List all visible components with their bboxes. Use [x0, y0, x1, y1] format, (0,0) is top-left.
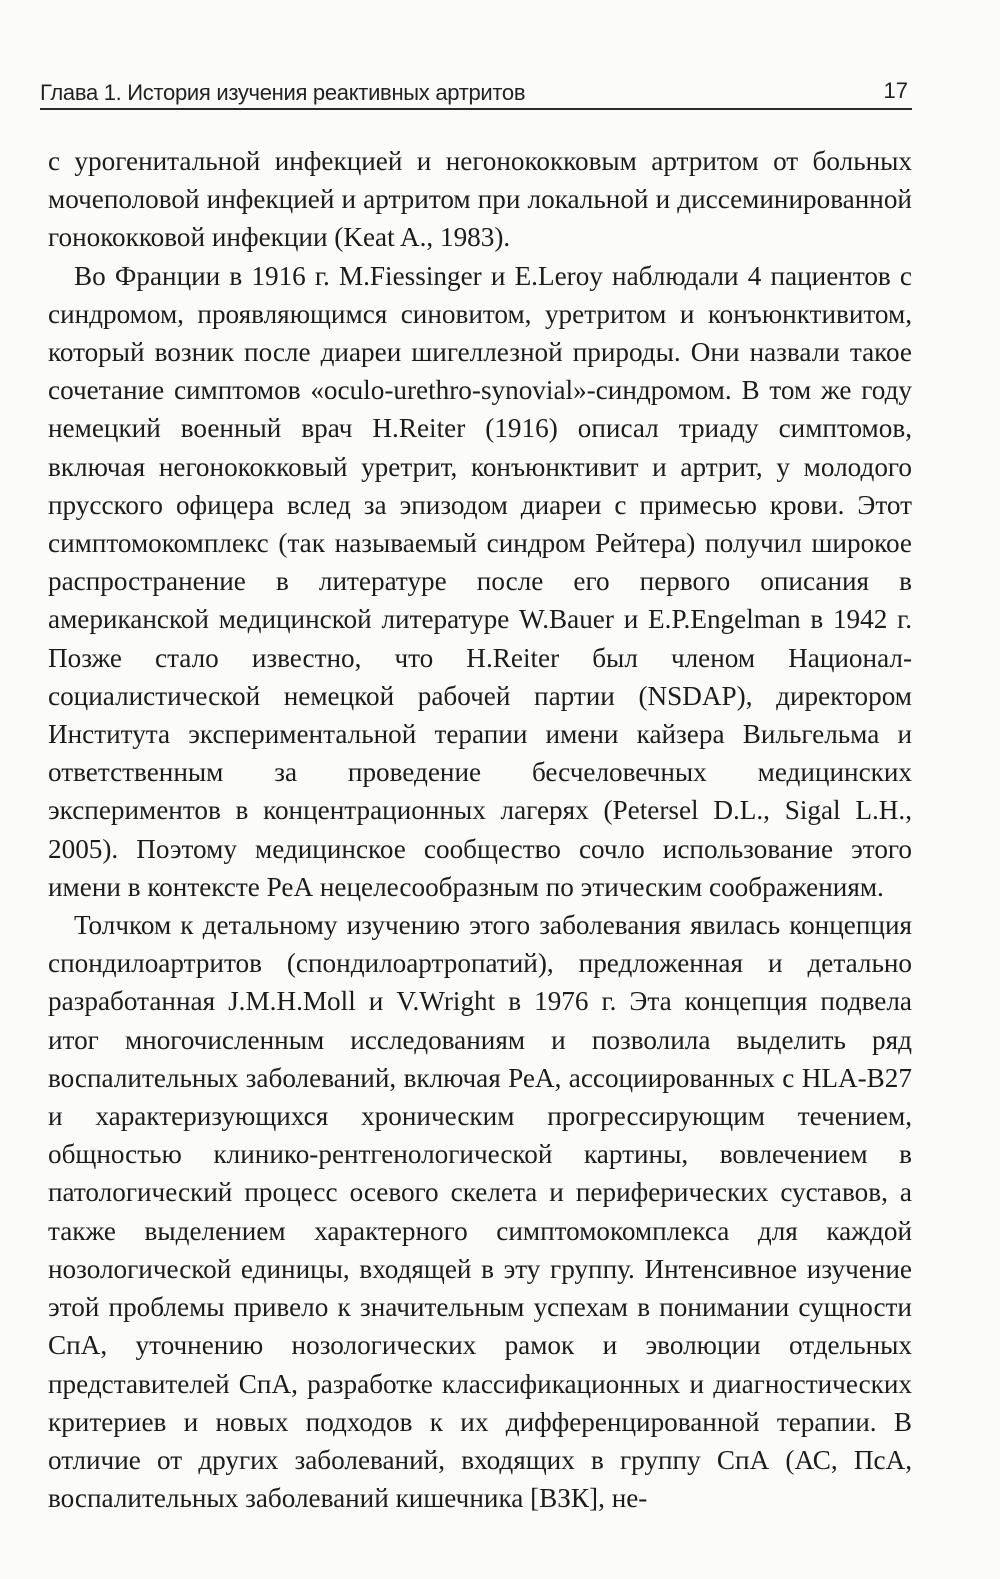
paragraph: Во Франции в 1916 г. M.Fiessinger и E.Leroy наблюдали 4 пациентов с синдромом, проявляющимся синовитом, уретритом и конъюнктивитом, который возник после диареи шигеллезной природы. Они назвали такое сочетание симптомов «oculo-urethro-synovial»-синдромом. В том же году немецкий военный врач H.Reiter (1916) описал триаду симптомов, включая негонококковый уретрит, конъюнктивит и артрит, у молодого прусского офицера вслед за эпизодом диареи с примесью крови. Этот симптомокомплекс (так называемый синдром Рейтера) получил широкое распространение в литературе после его первого описания в американской медицинской литературе W.Bauer и E.P.Engelman в 1942 г. Позже стало известно, что H.Reiter был членом Национал-социалистической немецкой рабочей партии (NSDAP), директором Института экспериментальной терапии имени кайзера Вильгельма и ответственным за проведение бесчеловечных медицинских экспериментов в концентрационных лагерях (Petersel D.L., Sigal L.H., 2005). Поэтому медицинское сообщество сочло использование этого имени в контексте РеА нецелесообразным по этическим соображениям.	[48, 260, 912, 902]
paragraph: Толчком к детальному изучению этого заболевания явилась концепция спондилоартритов (спондилоартропатий), предложенная и детально разработанная J.M.H.Moll и V.Wright в 1976 г. Эта концепция подвела итог многочисленным исследованиям и позволила выделить ряд воспалительных заболеваний, включая РеА, ассоциированных с HLA-B27 и характеризующихся хроническим прогрессирующим течением, общностью клинико-рентгенологической картины, вовлечением в патологический процесс осевого скелета и периферических суставов, а также выделением характерного симптомокомплекса для каждой нозологической единицы, входящей в эту группу. Интенсивное изучение этой проблемы привело к значительным успехам в понимании сущности СпА, уточнению нозологических рамок и эволюции отдельных представителей СпА, разработке классификационных и диагностических критериев и новых подходов к их дифференцированной терапии. В отличие от других заболеваний, входящих в группу СпА (АС, ПсА, воспалительных заболеваний кишечника [ВЗК], не-	[48, 910, 912, 1514]
chapter-title: Глава 1. История изучения реактивных артритов	[40, 80, 526, 105]
body-text	[48, 142, 912, 1517]
running-header	[40, 74, 912, 110]
page-number: 17	[883, 78, 908, 103]
paragraph-continuation: с урогенитальной инфекцией и негонококковым артритом от больных мочеполовой инфекцией и артритом при локальной и диссеминированной гонококковой инфекции (Keat A., 1983).	[48, 146, 912, 253]
